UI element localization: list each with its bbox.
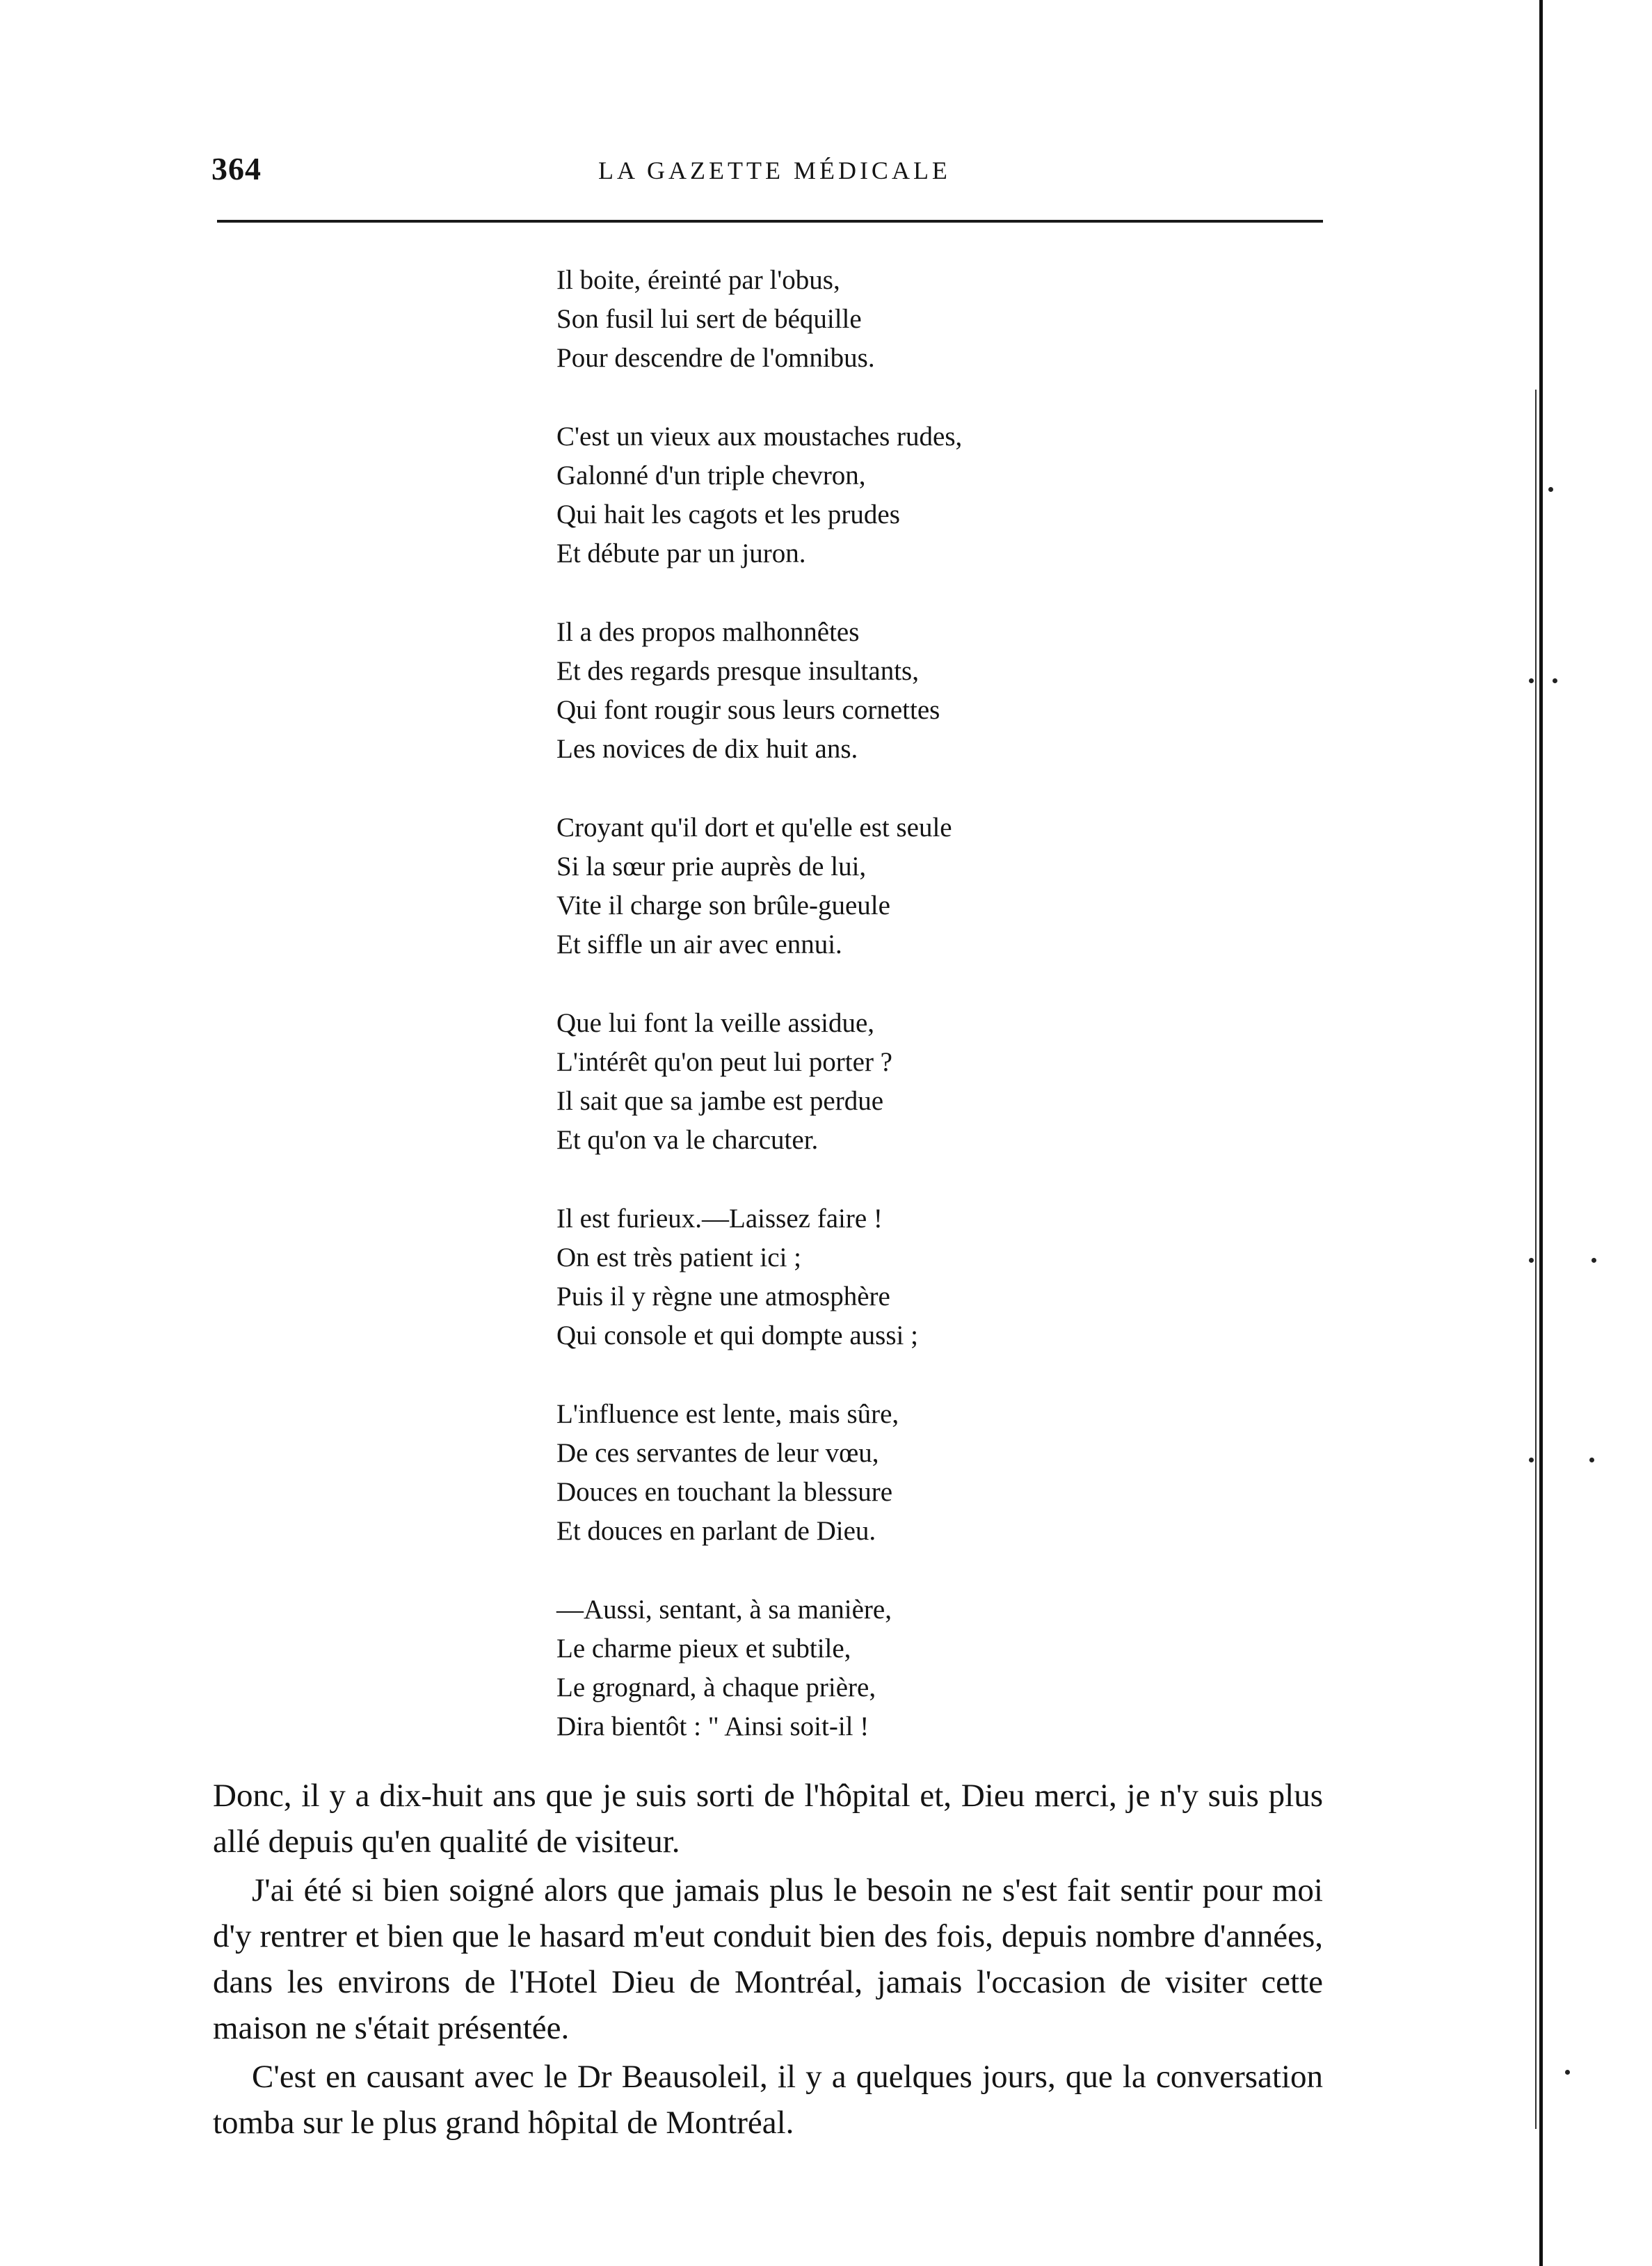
scan-speck — [1591, 1258, 1596, 1263]
verse-line: Vite il charge son brûle-gueule — [556, 891, 890, 920]
paragraph: J'ai été si bien soigné alors que jamais plus le besoin ne s'est fait sentir pour moi d'y rentrer et bien que le hasard m'eut conduit bien des fois, depuis nombre d'années, dans les environs de l'Hotel Dieu de Montréal, jamais l'occasion de visiter cette maison ne s'était présentée. — [213, 1872, 1323, 2046]
stanza — [556, 1590, 1294, 1746]
verse-line: Qui hait les cagots et les prudes — [556, 500, 900, 529]
verse-line: C'est un vieux aux moustaches rudes, — [556, 422, 963, 452]
header-rule — [217, 220, 1323, 223]
paragraph: Donc, il y a dix-huit ans que je suis sorti de l'hôpital et, Dieu merci, je n'y suis plus allé depuis qu'en qualité de visiteur. — [213, 1778, 1323, 1860]
verse-line: Dira bientôt : " Ainsi soit-il ! — [556, 1712, 869, 1741]
verse-line: Galonné d'un triple chevron, — [556, 461, 866, 490]
verse-line: Qui font rougir sous leurs cornettes — [556, 695, 940, 725]
verse-line: Il boite, éreinté par l'obus, — [556, 265, 840, 295]
verse-line: Si la sœur prie auprès de lui, — [556, 852, 867, 881]
verse-line: Le charme pieux et subtile, — [556, 1634, 851, 1663]
verse-line: Et qu'on va le charcuter. — [556, 1125, 819, 1155]
verse-line: L'intérêt qu'on peut lui porter ? — [556, 1047, 892, 1077]
page-number: 364 — [211, 151, 262, 186]
page-header — [209, 150, 1329, 192]
verse-line: Croyant qu'il dort et qu'elle est seule — [556, 813, 952, 843]
scan-speck — [1553, 678, 1557, 683]
scan-speck — [1529, 1458, 1534, 1462]
scan-speck — [1589, 1458, 1594, 1462]
stanza — [556, 808, 1294, 964]
verse-line: Il a des propos malhonnêtes — [556, 617, 860, 647]
stanza — [556, 261, 1294, 378]
stanza — [556, 613, 1294, 769]
verse-line: Que lui font la veille assidue, — [556, 1008, 875, 1038]
binding-edge-line — [1539, 0, 1543, 2266]
verse-line: Son fusil lui sert de béquille — [556, 304, 862, 334]
scan-speck — [1565, 2070, 1570, 2075]
verse-line: Le grognard, à chaque prière, — [556, 1673, 876, 1702]
stanza — [556, 417, 1294, 573]
verse-line: Qui console et qui dompte aussi ; — [556, 1320, 918, 1350]
stanza — [556, 1004, 1294, 1160]
verse-line: Il sait que sa jambe est perdue — [556, 1086, 883, 1116]
verse-line: On est très patient ici ; — [556, 1243, 801, 1272]
verse-line: Et des regards presque insultants, — [556, 656, 919, 686]
binding-edge-shadow — [1535, 390, 1537, 2129]
verse-line: Douces en touchant la blessure — [556, 1477, 893, 1507]
scan-speck — [1529, 1258, 1534, 1263]
poem — [556, 261, 1294, 1786]
prose-body — [213, 1773, 1323, 2148]
paragraph: C'est en causant avec le Dr Beausoleil, il y a quelques jours, que la conversation tomba sur le plus grand hôpital de Montréal. — [213, 2059, 1323, 2141]
verse-line: Les novices de dix huit ans. — [556, 734, 858, 764]
verse-line: Et siffle un air avec ennui. — [556, 929, 842, 959]
scan-speck — [1529, 678, 1534, 683]
verse-line: Et débute par un juron. — [556, 538, 806, 568]
stanza — [556, 1395, 1294, 1551]
verse-line: De ces servantes de leur vœu, — [556, 1438, 879, 1468]
verse-line: Puis il y règne une atmosphère — [556, 1282, 890, 1311]
scan-speck — [1548, 487, 1553, 492]
verse-line: Et douces en parlant de Dieu. — [556, 1516, 876, 1546]
verse-line: —Aussi, sentant, à sa manière, — [556, 1595, 892, 1625]
stanza — [556, 1199, 1294, 1355]
verse-line: Pour descendre de l'omnibus. — [556, 343, 875, 373]
verse-line: Il est furieux.—Laissez faire ! — [556, 1204, 883, 1234]
running-title: LA GAZETTE MÉDICALE — [598, 157, 951, 184]
verse-line: L'influence est lente, mais sûre, — [556, 1399, 899, 1429]
